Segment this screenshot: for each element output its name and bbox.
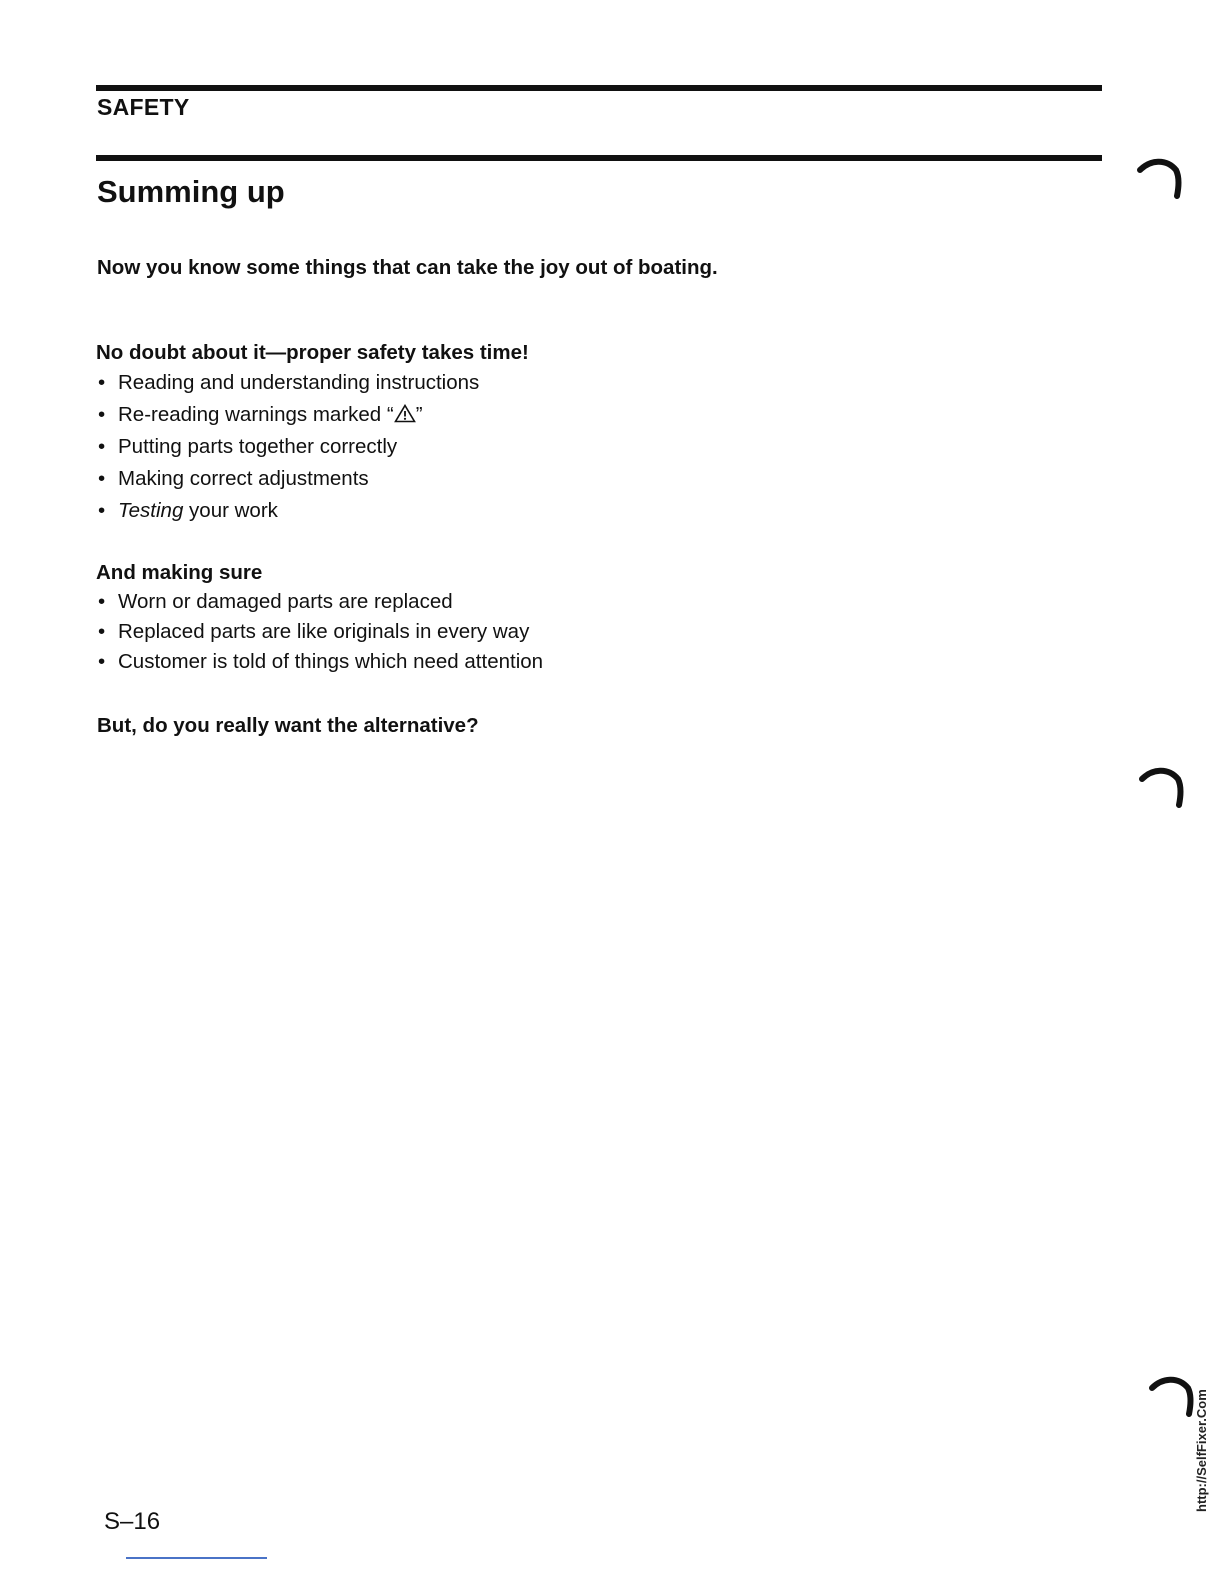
closing-question: But, do you really want the alternative? <box>97 714 479 737</box>
list-item: • Putting parts together correctly <box>96 431 529 463</box>
section-label: SAFETY <box>97 94 190 120</box>
list-item: • Customer is told of things which need attention <box>96 647 543 677</box>
title-rule <box>96 155 1102 161</box>
binder-hole-mark <box>1138 765 1188 815</box>
making-sure-section <box>96 559 543 677</box>
link-underline <box>126 1557 267 1559</box>
list-item: • Reading and understanding instructions <box>96 367 529 399</box>
safety-takes-time-section <box>96 339 529 527</box>
intro-text: Now you know some things that can take the joy out of boating. <box>97 256 718 279</box>
bullet-list <box>96 367 529 527</box>
list-item: • Worn or damaged parts are replaced <box>96 587 543 617</box>
binder-hole-mark <box>1148 1374 1198 1424</box>
binder-hole-mark <box>1136 156 1186 206</box>
warning-triangle-icon <box>394 404 416 423</box>
side-watermark-url: http://SelfFixer.Com <box>1194 1389 1209 1512</box>
page-number: S–16 <box>104 1508 161 1535</box>
section-heading: No doubt about it—proper safety takes time! <box>96 341 529 364</box>
list-item: • Making correct adjustments <box>96 463 529 495</box>
list-item: • Replaced parts are like originals in every way <box>96 617 543 647</box>
bullet-list <box>96 587 543 677</box>
section-heading: And making sure <box>96 561 263 584</box>
page-title: Summing up <box>97 174 285 209</box>
list-item: • Re-reading warnings marked “ ” <box>96 399 529 431</box>
header-rule <box>96 85 1102 91</box>
list-item: • Testing your work <box>96 495 529 527</box>
